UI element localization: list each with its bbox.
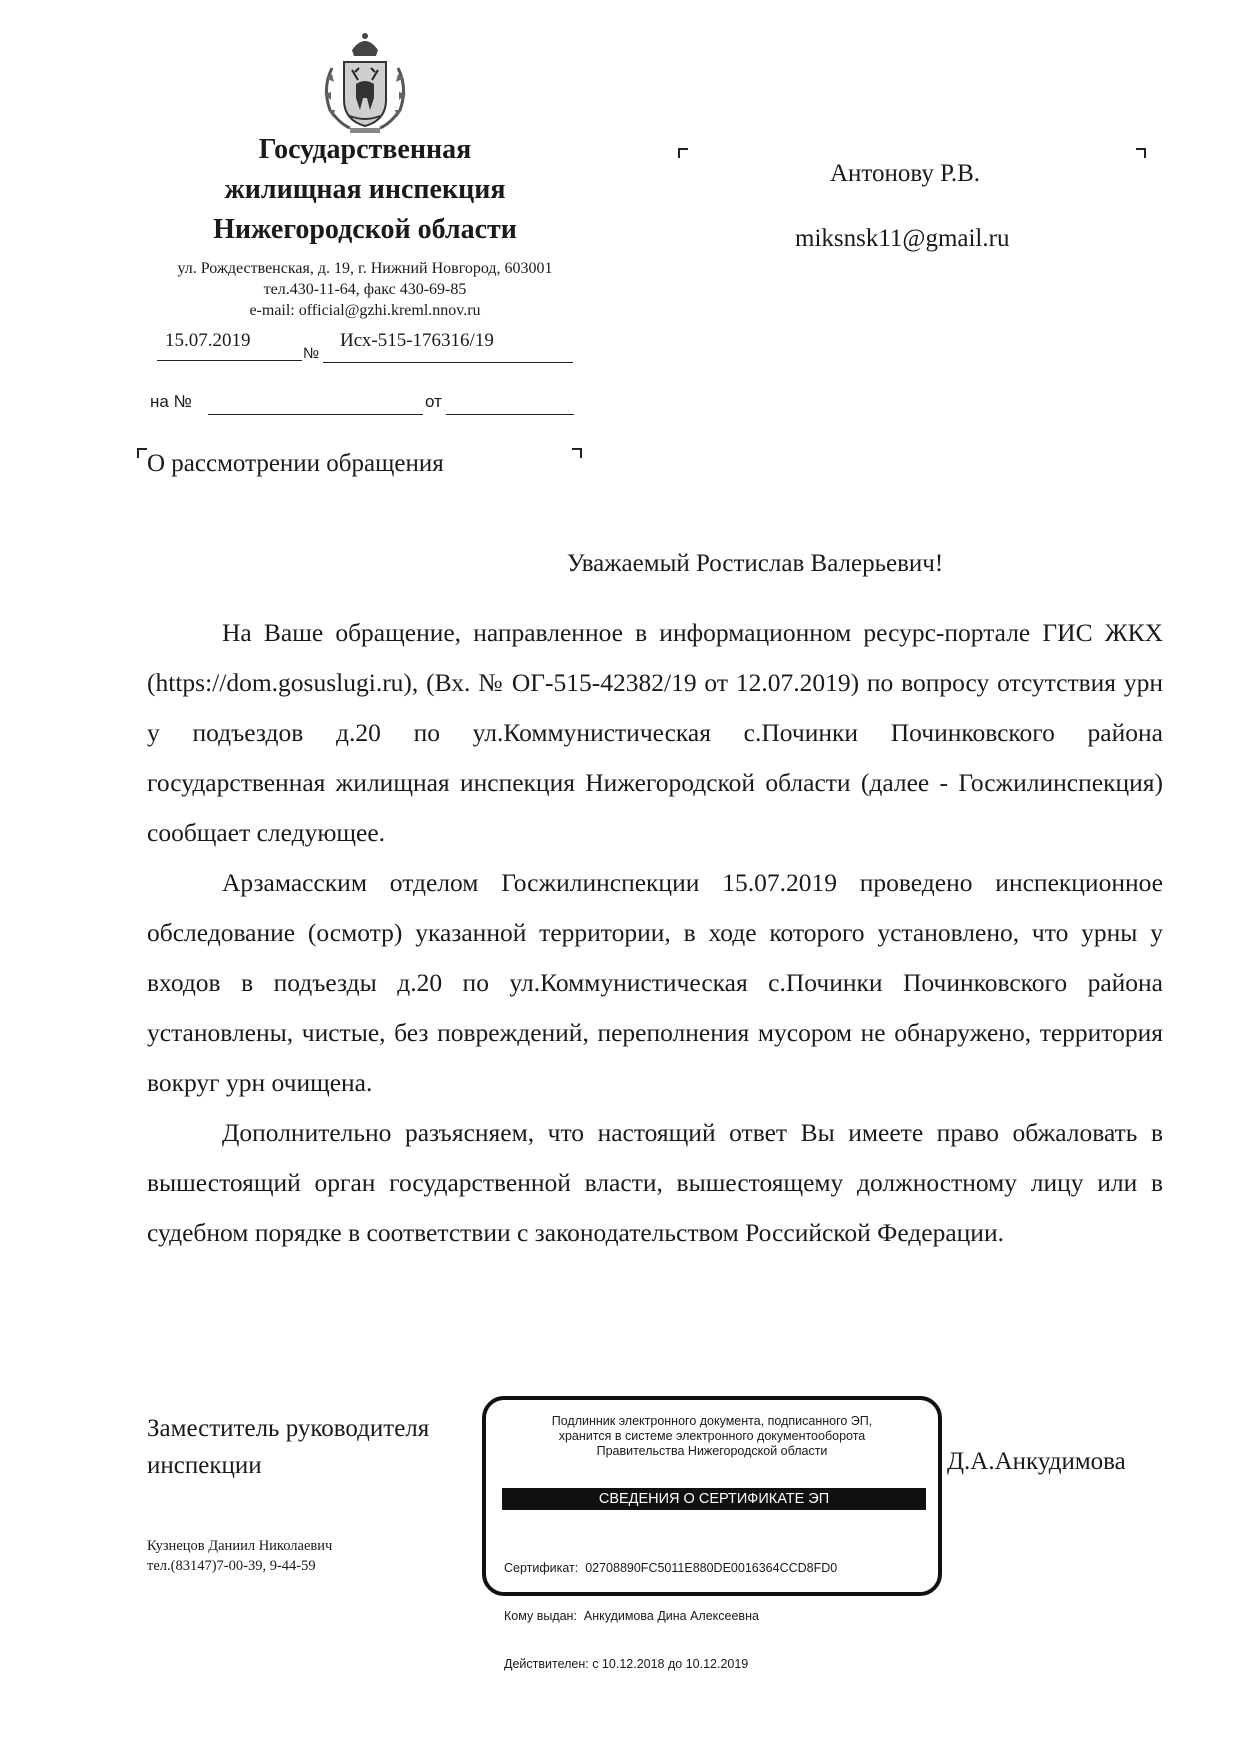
- stamp-header-line-3: Правительства Нижегородской области: [596, 1444, 828, 1458]
- body-paragraph: Арзамасским отделом Госжилинспекции 15.07.2019 проведено инспекционное обследование (осмотр) указанной территории, в ходе которого установлено, что урны у входов в подъезды д.20 по ул.Коммунистическая с.Починки Починковского района установлены, чистые, без повреждений, переполнения мусором не обнаружено, территория вокруг урн очищена.: [147, 868, 1163, 1097]
- signer-name: Д.А.Анкудимова: [947, 1448, 1126, 1475]
- org-name-line-1: Государственная: [258, 134, 472, 165]
- executor-name: Кузнецов Даниил Николаевич: [147, 1538, 333, 1554]
- addressee-email: miksnsk11@gmail.ru: [795, 225, 1010, 252]
- letter-subject: О рассмотрении обращения: [147, 450, 444, 477]
- reference-number-line: [208, 414, 423, 415]
- reference-date-label: от: [425, 392, 442, 411]
- reference-number-label: на №: [150, 392, 192, 411]
- body-paragraph: На Ваше обращение, направленное в информационном ресурс-портале ГИС ЖКХ (https://dom.gosuslugi.ru), (Вх. № ОГ-515-42382/19 от 12.07.2019) по вопросу отсутствия урн у подъездов д.20 по ул.Коммунистическая с.Починки Починковского района государственная жилищная инспекция Нижегородской области (далее - Госжилинспекция) сообщает следующее.: [147, 618, 1163, 847]
- addressee-corner-right: [1136, 148, 1146, 158]
- stamp-header-line-2: хранится в системе электронного документооборота: [558, 1429, 866, 1443]
- salutation: Уважаемый Ростислав Валерьевич!: [566, 550, 944, 577]
- stamp-header: [486, 1414, 938, 1459]
- stamp-header-line-1: Подлинник электронного документа, подписанного ЭП,: [551, 1414, 873, 1428]
- addressee-corner-left: [678, 148, 688, 158]
- executor-phone: тел.(83147)7-00-39, 9-44-59: [147, 1558, 316, 1574]
- letter-date: 15.07.2019: [165, 330, 251, 351]
- org-name-line-3: Нижегородской области: [213, 214, 517, 245]
- signer-position-line-2: инспекции: [147, 1452, 262, 1479]
- stamp-certificate: Сертификат: 02708890FC5011E880DE0016364CCD8FD0: [504, 1561, 838, 1575]
- organization-contacts: [125, 258, 605, 321]
- addressee-name: Антонову Р.В.: [830, 160, 981, 187]
- letter-body: [147, 608, 1163, 1258]
- body-paragraph: Дополнительно разъясняем, что настоящий ответ Вы имеете право обжаловать в вышестоящий орган государственной власти, вышестоящему должностному лицу или в судебном порядке в соответствии с законодательством Российской Федерации.: [147, 1118, 1163, 1247]
- signer-position: [147, 1410, 429, 1484]
- org-phone: тел.430-11-64, факс 430-69-85: [263, 281, 467, 298]
- org-name-line-2: жилищная инспекция: [224, 174, 506, 205]
- signer-position-line-1: Заместитель руководителя: [147, 1415, 430, 1442]
- date-underline: [157, 360, 302, 361]
- stamp-title-bar: СВЕДЕНИЯ О СЕРТИФИКАТЕ ЭП: [502, 1488, 926, 1510]
- number-sign: №: [303, 345, 320, 362]
- stamp-issued-to: Кому выдан: Анкудимова Дина Алексеевна: [504, 1609, 759, 1623]
- organization-name: [140, 130, 590, 250]
- subject-corner-right: [572, 448, 582, 458]
- stamp-certificate-info: [504, 1528, 837, 1704]
- org-address: ул. Рождественская, д. 19, г. Нижний Новгород, 603001: [177, 260, 553, 277]
- number-underline: [323, 362, 573, 363]
- outgoing-number: Исх-515-176316/19: [340, 330, 494, 351]
- subject-corner-left: [137, 448, 147, 458]
- executor-info: [147, 1536, 332, 1576]
- org-email: e-mail: official@gzhi.kreml.nnov.ru: [249, 302, 481, 319]
- reference-date-line: [446, 414, 574, 415]
- coat-of-arms-emblem: [320, 28, 410, 136]
- stamp-validity: Действителен: с 10.12.2018 до 10.12.2019: [504, 1657, 749, 1671]
- electronic-signature-stamp: [482, 1396, 942, 1671]
